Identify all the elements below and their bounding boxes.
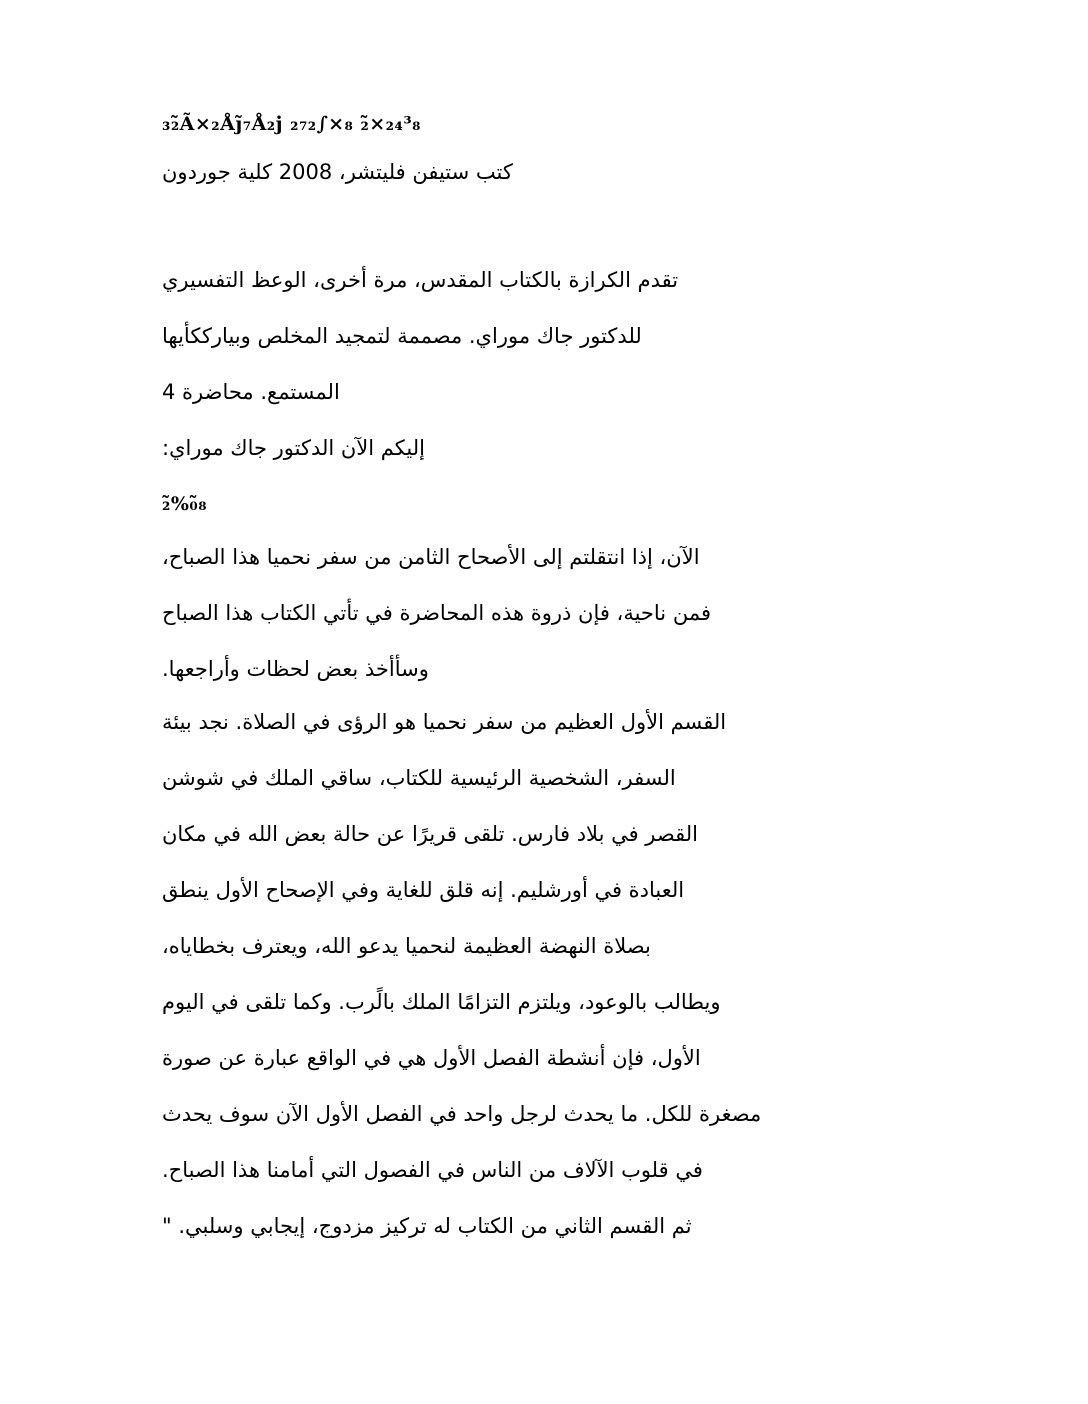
byline: كتب ستيفن فليتشر، 2008 كلية جوردون bbox=[162, 160, 513, 184]
header-garbled: ₃₂̃Ã×₂Åj̃₇Å₂j ₂₇₂∫×₈ ₂̃×₂₄³₈ bbox=[162, 113, 421, 135]
body-line: الآن، إذا انتقلتم إلى الأصحاح الثامن من سفر نحميا هذا الصباح، bbox=[162, 545, 700, 569]
body-line: مصغرة للكل. ما يحدث لرجل واحد في الفصل الأول الآن سوف يحدث bbox=[162, 1102, 762, 1126]
body-line: وسأأخذ بعض لحظات وأراجعها. bbox=[162, 657, 429, 681]
body-line: فمن ناحية، فإن ذروة هذه المحاضرة في تأتي الكتاب هذا الصباح bbox=[162, 601, 711, 625]
section-garbled: ₂̃%₀̃₈ bbox=[162, 493, 208, 515]
body-line: ويطالب بالوعود، ويلتزم التزامًا الملك بالًرب. وكما تلقى في اليوم bbox=[162, 990, 721, 1014]
body-line: الأول، فإن أنشطة الفصل الأول هي في الواقع عبارة عن صورة bbox=[162, 1046, 701, 1070]
body-line: القصر في بلاد فارس. تلقى قريرًا عن حالة بعض الله في مكان bbox=[162, 822, 698, 846]
intro-line: المستمع. محاضرة 4 bbox=[162, 380, 340, 404]
body-line: العبادة في أورشليم. إنه قلق للغاية وفي الإصحاح الأول ينطق bbox=[162, 878, 685, 902]
intro-line: إليكم الآن الدكتور جاك موراي: bbox=[162, 436, 425, 460]
intro-line: للدكتور جاك موراي. مصممة لتمجيد المخلص وبيارككأيها bbox=[162, 324, 642, 348]
body-line: في قلوب الآلاف من الناس في الفصول التي أمامنا هذا الصباح. bbox=[162, 1158, 703, 1182]
body-line: بصلاة النهضة العظيمة لنحميا يدعو الله، ويعترف بخطاياه، bbox=[162, 934, 651, 958]
intro-line: تقدم الكرازة بالكتاب المقدس، مرة أخرى، الوعظ التفسيري bbox=[162, 268, 679, 292]
body-line: ثم القسم الثاني من الكتاب له تركيز مزدوج، إيجابي وسلبي. " bbox=[162, 1214, 692, 1238]
body-line: السفر، الشخصية الرئيسية للكتاب، ساقي الملك في شوشن bbox=[162, 766, 676, 790]
body-line: القسم الأول العظيم من سفر نحميا هو الرؤى في الصلاة. نجد بيئة bbox=[162, 710, 727, 734]
